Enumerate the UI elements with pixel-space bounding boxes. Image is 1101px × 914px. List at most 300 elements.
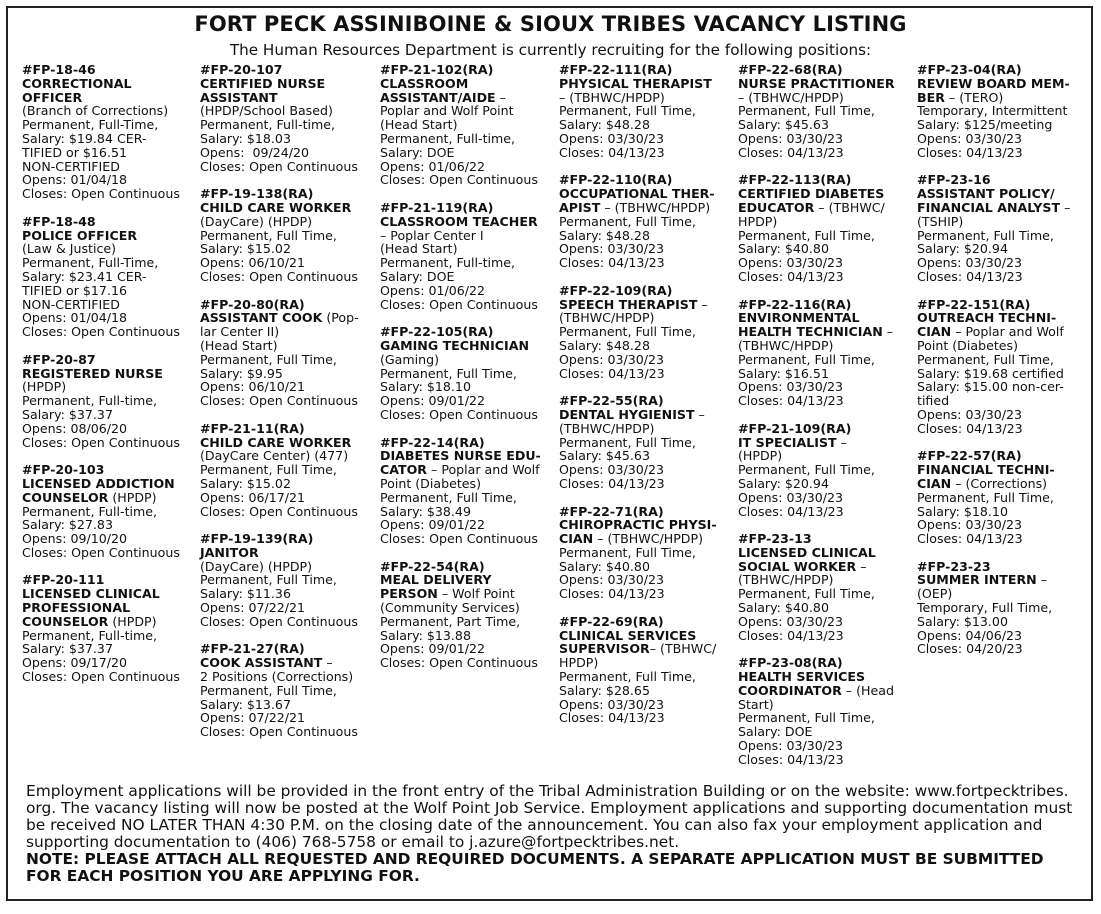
job-title-line: DIABETES NURSE EDU-: [380, 448, 541, 464]
job-detail-line: Opens: 09/10/20: [22, 531, 128, 547]
job-detail-line: Permanent, Full Time,: [559, 544, 696, 560]
job-title-line: [917, 477, 1093, 491]
job-department: (HPDP): [108, 489, 157, 505]
job-detail-line: Salary: $20.94: [738, 475, 829, 491]
job-detail-line: Point (Diabetes): [380, 475, 482, 491]
job-detail-line: TIFIED or $16.51: [22, 144, 127, 160]
job-department: –: [882, 324, 894, 340]
job-detail-line: Opens: 03/30/23: [738, 738, 844, 754]
job-title-line: ENVIRONMENTAL: [738, 310, 860, 326]
job-posting: [200, 642, 376, 739]
job-number: #FP-18-48: [22, 213, 96, 229]
job-title-line: [738, 684, 914, 698]
job-title-line: [559, 642, 735, 656]
job-detail-line: (TBHWC/HPDP): [559, 310, 655, 326]
job-title-line: MEAL DELIVERY: [380, 572, 492, 588]
job-posting: [738, 173, 914, 283]
job-detail-line: NON-CERTIFIED: [22, 296, 120, 312]
job-number: #FP-22-14(RA): [380, 434, 485, 450]
job-detail-line: Salary: $27.83: [22, 517, 113, 533]
job-detail-line: (TBHWC/HPDP): [738, 572, 834, 588]
job-detail-line: Closes: Open Continuous: [200, 393, 358, 409]
job-detail-line: Permanent, Full-time,: [380, 130, 516, 146]
job-posting: [559, 615, 735, 725]
job-number: #FP-23-23: [917, 558, 991, 574]
job-detail-line: (DayCare Center) (477): [200, 448, 349, 464]
job-detail-line: Salary: $15.02: [200, 475, 291, 491]
job-title-line: [200, 311, 376, 325]
job-detail-line: Permanent, Full-Time,: [22, 117, 159, 133]
job-number: #FP-23-08(RA): [738, 655, 843, 671]
job-detail-line: NON-CERTIFIED: [22, 158, 120, 174]
job-detail-line: Closes: Open Continuous: [200, 268, 358, 284]
job-department: –: [1036, 572, 1048, 588]
job-number: #FP-22-69(RA): [559, 613, 664, 629]
job-detail-line: Point (Diabetes): [917, 337, 1019, 353]
job-column: [559, 63, 735, 739]
job-title-line: [738, 560, 914, 574]
job-department: –: [694, 406, 705, 422]
job-title-line: [559, 298, 735, 312]
job-number: #FP-19-138(RA): [200, 186, 314, 202]
job-number: #FP-22-105(RA): [380, 324, 494, 340]
job-detail-line: – (TBHWC/HPDP): [738, 89, 844, 105]
job-detail-line: Salary: $37.37: [22, 641, 113, 657]
job-number: #FP-20-103: [22, 462, 105, 478]
job-department: –: [495, 89, 506, 105]
job-detail-line: Permanent, Full-time,: [380, 255, 516, 271]
job-title-line: CERTIFIED NURSE: [200, 75, 326, 91]
job-detail-line: Salary: $37.37: [22, 406, 113, 422]
job-detail-line: Salary: $15.02: [200, 241, 291, 257]
job-detail-line: (Head Start): [200, 337, 278, 353]
job-posting: [22, 573, 198, 683]
job-detail-line: Closes: 04/13/23: [559, 144, 665, 160]
job-detail-line: Permanent, Full Time,: [200, 227, 337, 243]
job-detail-line: Opens: 09/01/22: [380, 641, 486, 657]
job-number: #FP-22-109(RA): [559, 282, 673, 298]
job-department: – (TBHWC/HPDP): [593, 531, 703, 547]
footer-line: supporting documentation to (406) 768-5758 or email to j.azure@fortpecktribes.net.: [26, 833, 680, 851]
job-title-part: COUNSELOR: [22, 613, 109, 629]
job-title-part: APIST: [559, 199, 601, 215]
job-detail-line: (HPDP): [738, 448, 783, 464]
job-title-part: IT SPECIALIST: [738, 434, 837, 450]
job-detail-line: (OEP): [917, 586, 953, 602]
job-detail-line: Closes: 04/20/23: [917, 641, 1023, 657]
job-detail-line: Opens: 01/04/18: [22, 172, 128, 188]
job-number: #FP-22-55(RA): [559, 393, 664, 409]
job-detail-line: (HPDP/School Based): [200, 103, 333, 119]
job-detail-line: (DayCare) (HPDP): [200, 213, 313, 229]
job-detail-line: Permanent, Full-time,: [200, 117, 336, 133]
job-detail-line: Salary: $40.80: [559, 558, 650, 574]
job-detail-line: (DayCare) (HPDP): [200, 558, 313, 574]
job-title-part: EDUCATOR: [738, 199, 815, 215]
job-detail-line: Opens: 03/30/23: [738, 130, 844, 146]
job-title-part: FINANCIAL ANALYST: [917, 199, 1061, 215]
job-detail-line: Closes: 04/13/23: [559, 475, 665, 491]
job-detail-line: Closes: Open Continuous: [22, 669, 180, 685]
job-title-part: CIAN: [559, 531, 594, 547]
job-department: –: [856, 558, 867, 574]
job-title-line: ASSISTANT POLICY/: [917, 186, 1055, 202]
job-posting: [559, 505, 735, 602]
job-detail-line: Salary: $16.51: [738, 365, 829, 381]
job-detail-line: – Poplar Center I: [380, 227, 484, 243]
job-detail-line: Opens: 01/06/22: [380, 158, 486, 174]
job-posting: [380, 436, 556, 546]
job-title-line: [22, 491, 198, 505]
job-detail-line: Opens: 03/30/23: [738, 379, 844, 395]
job-title-line: LICENSED ADDICTION: [22, 475, 175, 491]
job-detail-line: Opens: 03/30/23: [738, 613, 844, 629]
job-detail-line: Closes: Open Continuous: [200, 503, 358, 519]
job-detail-line: Closes: 04/13/23: [738, 144, 844, 160]
job-posting: [738, 422, 914, 519]
job-detail-line: Salary: $125/meeting: [917, 117, 1053, 133]
job-detail-line: Permanent, Full Time,: [917, 489, 1054, 505]
job-detail-line: Closes: Open Continuous: [380, 172, 538, 188]
job-number: #FP-21-27(RA): [200, 641, 305, 657]
job-title-part: SPEECH THERAPIST: [559, 296, 698, 312]
job-number: #FP-23-16: [917, 172, 991, 188]
job-number: #FP-22-113(RA): [738, 172, 852, 188]
job-detail-line: Permanent, Full Time,: [200, 572, 337, 588]
job-title-line: [738, 436, 914, 450]
job-detail-line: – (TBHWC/HPDP): [559, 89, 665, 105]
job-detail-line: (Gaming): [380, 351, 440, 367]
job-posting: [738, 532, 914, 642]
job-detail-line: Opens: 03/30/23: [917, 130, 1023, 146]
job-title-part: CIAN: [917, 324, 952, 340]
job-detail-line: Permanent, Part Time,: [380, 613, 521, 629]
job-detail-line: Opens: 06/17/21: [200, 489, 306, 505]
job-posting: [22, 353, 198, 450]
job-detail-line: Permanent, Full-time,: [22, 627, 158, 643]
job-detail-line: Permanent, Full Time,: [917, 227, 1054, 243]
job-posting: [200, 63, 376, 173]
job-title-line: HEALTH SERVICES: [738, 669, 866, 685]
job-detail-line: Closes: 04/13/23: [917, 144, 1023, 160]
job-posting: [200, 187, 376, 284]
job-detail-line: Salary: $28.65: [559, 682, 650, 698]
job-title-part: BER: [917, 89, 945, 105]
job-department: (HPDP): [108, 613, 157, 629]
job-detail-line: Opens: 03/30/23: [559, 241, 665, 257]
job-detail-line: Closes: 04/13/23: [738, 268, 844, 284]
job-title-part: COORDINATOR: [738, 682, 842, 698]
job-posting: [200, 422, 376, 519]
job-title-part: ASSISTANT COOK: [200, 310, 323, 326]
job-detail-line: Permanent, Full Time,: [380, 365, 517, 381]
footer-line: Employment applications will be provided in the front entry of the Tribal Administration Building or on the website: www.fortpecktribes.: [26, 782, 1069, 800]
job-posting: [380, 63, 556, 187]
job-number: #FP-22-54(RA): [380, 558, 485, 574]
job-detail-line: Opens: 03/30/23: [559, 572, 665, 588]
job-detail-line: Opens: 01/06/22: [380, 282, 486, 298]
job-detail-line: (Community Services): [380, 600, 520, 616]
job-number: #FP-22-111(RA): [559, 62, 673, 77]
job-title-line: CORRECTIONAL: [22, 75, 132, 91]
job-detail-line: Closes: 04/13/23: [738, 503, 844, 519]
footer-note-line: NOTE: PLEASE ATTACH ALL REQUESTED AND REQUIRED DOCUMENTS. A SEPARATE APPLICATION MUST BE SUBMITTED: [26, 850, 1044, 868]
job-department: – (TBHWC/: [814, 199, 885, 215]
job-detail-line: Closes: 04/13/23: [559, 365, 665, 381]
job-department: – (Corrections): [951, 475, 1048, 491]
job-title-line: JANITOR: [200, 544, 259, 560]
job-title-part: SUPERVISOR: [559, 641, 650, 657]
job-detail-line: Closes: 04/13/23: [559, 255, 665, 271]
job-posting: [917, 298, 1093, 436]
job-number: #FP-22-110(RA): [559, 172, 673, 188]
job-posting: [917, 449, 1093, 546]
job-detail-line: Opens: 03/30/23: [738, 255, 844, 271]
job-department: – Poplar and Wolf: [427, 462, 540, 478]
job-title-line: REVIEW BOARD MEM-: [917, 75, 1070, 91]
job-detail-line: (HPDP): [22, 379, 67, 395]
job-detail-line: TIFIED or $17.16: [22, 282, 127, 298]
job-title-part: ASSISTANT/AIDE: [380, 89, 496, 105]
job-detail-line: Closes: Open Continuous: [200, 724, 358, 740]
job-title-line: OUTREACH TECHNI-: [917, 310, 1057, 326]
job-detail-line: Permanent, Full Time,: [200, 682, 337, 698]
job-title-part: COUNSELOR: [22, 489, 109, 505]
job-title-part: CIAN: [917, 475, 952, 491]
job-title-part: PERSON: [380, 586, 438, 602]
job-title-line: [22, 615, 198, 629]
job-column: [200, 63, 376, 753]
job-posting: [380, 560, 556, 670]
job-detail-line: Salary: $19.68 certified: [917, 365, 1064, 381]
job-detail-line: tified: [917, 393, 950, 409]
job-title-line: [917, 91, 1093, 105]
job-detail-line: Salary: $15.00 non-cer-: [917, 379, 1064, 395]
job-detail-line: Permanent, Full Time,: [738, 227, 875, 243]
job-detail-line: Permanent, Full Time,: [200, 462, 337, 478]
job-title-part: CATOR: [380, 462, 428, 478]
job-detail-line: Opens: 03/30/23: [738, 489, 844, 505]
job-detail-line: Opens: 01/04/18: [22, 310, 128, 326]
job-detail-line: Salary: $40.80: [738, 600, 829, 616]
job-title-line: [380, 91, 556, 105]
job-detail-line: Opens: 03/30/23: [559, 130, 665, 146]
job-detail-line: Closes: Open Continuous: [380, 296, 538, 312]
job-column: [22, 63, 198, 698]
job-title-line: [917, 325, 1093, 339]
job-detail-line: Poplar and Wolf Point: [380, 103, 514, 119]
job-number: #FP-23-04(RA): [917, 62, 1022, 77]
job-detail-line: Closes: Open Continuous: [380, 406, 538, 422]
job-title-part: SOCIAL WORKER: [738, 558, 857, 574]
job-detail-line: Opens: 07/22/21: [200, 710, 306, 726]
job-detail-line: Opens: 04/06/23: [917, 627, 1023, 643]
job-title-line: [917, 573, 1093, 587]
job-title-part: SUMMER INTERN: [917, 572, 1037, 588]
page-subtitle: The Human Resources Department is currently recruiting for the following positions:: [229, 41, 872, 59]
job-detail-line: Permanent, Full Time,: [380, 489, 517, 505]
job-detail-line: Permanent, Full-Time,: [22, 255, 159, 271]
job-department: – Poplar and Wolf: [951, 324, 1064, 340]
job-detail-line: Opens: 03/30/23: [917, 406, 1023, 422]
job-detail-line: Salary: $18.03: [200, 130, 291, 146]
job-detail-line: Permanent, Full Time,: [738, 586, 875, 602]
job-detail-line: Opens: 03/30/23: [917, 517, 1023, 533]
job-title-line: POLICE OFFICER: [22, 227, 138, 243]
job-detail-line: Permanent, Full Time,: [559, 434, 696, 450]
job-number: #FP-20-107: [200, 62, 283, 77]
job-detail-line: Salary: $19.84 CER-: [22, 130, 147, 146]
job-posting: [22, 215, 198, 339]
job-detail-line: Opens: 08/06/20: [22, 420, 128, 436]
job-posting: [559, 63, 735, 160]
job-number: #FP-22-116(RA): [738, 296, 852, 312]
job-number: #FP-22-151(RA): [917, 296, 1031, 312]
job-detail-line: Permanent, Full Time,: [738, 103, 875, 119]
job-detail-line: Closes: 04/13/23: [917, 268, 1023, 284]
job-detail-line: Opens: 06/10/21: [200, 379, 306, 395]
job-detail-line: (Branch of Corrections): [22, 103, 169, 119]
job-title-line: [738, 325, 914, 339]
job-detail-line: Salary: $9.95: [200, 365, 283, 381]
job-detail-line: Permanent, Full Time,: [738, 462, 875, 478]
job-detail-line: Closes: Open Continuous: [380, 531, 538, 547]
job-title-line: [738, 201, 914, 215]
job-number: #FP-20-80(RA): [200, 296, 305, 312]
job-detail-line: Salary: $48.28: [559, 337, 650, 353]
job-number: #FP-21-109(RA): [738, 420, 852, 436]
job-detail-line: Salary: $13.67: [200, 696, 291, 712]
job-title-line: LICENSED CLINICAL: [738, 544, 876, 560]
job-department: (Pop-: [322, 310, 359, 326]
job-detail-line: Salary: DOE: [738, 724, 813, 740]
job-detail-line: (Head Start): [380, 241, 458, 257]
job-title-line: [380, 587, 556, 601]
job-detail-line: Salary: $13.00: [917, 613, 1008, 629]
job-posting: [22, 63, 198, 201]
job-posting: [917, 560, 1093, 657]
job-detail-line: Permanent, Full-time,: [22, 503, 158, 519]
job-title-line: FINANCIAL TECHNI-: [917, 462, 1055, 478]
job-detail-line: (Law & Justice): [22, 241, 117, 257]
job-title-line: [380, 463, 556, 477]
job-title-line: [559, 201, 735, 215]
job-detail-line: Permanent, Full Time,: [738, 710, 875, 726]
job-detail-line: Opens: 03/30/23: [559, 696, 665, 712]
job-detail-line: Start): [738, 696, 774, 712]
job-posting: [22, 463, 198, 560]
page-title: FORT PECK ASSINIBOINE & SIOUX TRIBES VACANCY LISTING: [194, 12, 907, 36]
job-detail-line: Closes: 04/13/23: [738, 393, 844, 409]
job-detail-line: Salary: DOE: [380, 144, 455, 160]
job-detail-line: Salary: $38.49: [380, 503, 471, 519]
job-posting: [738, 63, 914, 160]
job-detail-line: Permanent, Full Time,: [559, 669, 696, 685]
job-title-line: GAMING TECHNICIAN: [380, 337, 529, 353]
job-department: – (TBHWC/: [649, 641, 717, 657]
job-detail-line: HPDP): [559, 655, 599, 671]
job-detail-line: Closes: Open Continuous: [380, 655, 538, 671]
job-detail-line: Salary: $18.10: [380, 379, 471, 395]
job-posting: [559, 284, 735, 381]
job-detail-line: Salary: $13.88: [380, 627, 471, 643]
job-title-line: CHIROPRACTIC PHYSI-: [559, 517, 717, 533]
job-posting: [559, 394, 735, 491]
job-detail-line: Salary: $48.28: [559, 117, 650, 133]
job-number: #FP-21-102(RA): [380, 62, 494, 77]
job-title-line: CLINICAL SERVICES: [559, 627, 697, 643]
job-detail-line: 2 Positions (Corrections): [200, 669, 354, 685]
job-number: #FP-20-87: [22, 351, 96, 367]
job-detail-line: Closes: 04/13/23: [738, 627, 844, 643]
job-title-line: CHILD CARE WORKER: [200, 199, 352, 215]
job-detail-line: Closes: 04/13/23: [917, 531, 1023, 547]
job-detail-line: Salary: $18.10: [917, 503, 1008, 519]
job-detail-line: Permanent, Full Time,: [559, 324, 696, 340]
job-detail-line: Opens: 09/01/22: [380, 393, 486, 409]
job-title-line: LICENSED CLINICAL: [22, 586, 160, 602]
job-detail-line: Closes: Open Continuous: [22, 186, 180, 202]
footer-instructions: [26, 783, 1086, 885]
job-department: – Wolf Point: [437, 586, 515, 602]
job-title-line: [559, 408, 735, 422]
job-detail-line: Opens: 06/10/21: [200, 255, 306, 271]
job-posting: [738, 298, 914, 408]
job-posting: [200, 298, 376, 408]
job-posting: [559, 173, 735, 270]
job-column: [917, 63, 1093, 670]
job-title-line: [200, 656, 376, 670]
job-title-line: CLASSROOM: [380, 75, 469, 91]
job-detail-line: Salary: $20.94: [917, 241, 1008, 257]
job-detail-line: Permanent, Full Time,: [738, 351, 875, 367]
footer-line: be received NO LATER THAN 4:30 P.M. on the closing date of the announcement. You can also fax your employment application and: [26, 816, 1043, 834]
job-posting: [380, 201, 556, 311]
job-number: #FP-19-139(RA): [200, 531, 314, 547]
job-detail-line: Closes: Open Continuous: [22, 324, 180, 340]
job-title-line: OFFICER: [22, 89, 83, 105]
job-detail-line: (TBHWC/HPDP): [738, 337, 834, 353]
job-detail-line: Temporary, Intermittent: [917, 103, 1068, 119]
job-title-line: NURSE PRACTITIONER: [738, 75, 895, 91]
job-column: [380, 63, 556, 684]
job-number: #FP-22-68(RA): [738, 62, 843, 77]
job-number: #FP-21-119(RA): [380, 199, 494, 215]
job-detail-line: Opens: 09/01/22: [380, 517, 486, 533]
job-detail-line: Salary: $48.28: [559, 227, 650, 243]
job-department: –: [1060, 199, 1071, 215]
job-detail-line: Closes: 04/13/23: [559, 586, 665, 602]
job-department: – (Head: [841, 682, 894, 698]
job-detail-line: Permanent, Full Time,: [200, 351, 337, 367]
job-detail-line: Closes: Open Continuous: [200, 613, 358, 629]
job-department: – (TERO): [944, 89, 1004, 105]
job-title-line: REGISTERED NURSE: [22, 365, 163, 381]
job-detail-line: Permanent, Full Time,: [559, 213, 696, 229]
job-title-line: CERTIFIED DIABETES: [738, 186, 885, 202]
job-number: #FP-23-13: [738, 531, 812, 547]
job-detail-line: Salary: DOE: [380, 268, 455, 284]
job-title-line: PROFESSIONAL: [22, 600, 131, 616]
job-posting: [738, 656, 914, 766]
job-detail-line: Opens: 03/30/23: [559, 462, 665, 478]
job-number: #FP-21-11(RA): [200, 420, 305, 436]
job-detail-line: Permanent, Full-time,: [22, 393, 158, 409]
job-detail-line: Opens: 09/24/20: [200, 144, 310, 160]
job-detail-line: Permanent, Full Time,: [917, 351, 1054, 367]
job-title-line: [559, 532, 735, 546]
job-posting: [380, 325, 556, 422]
